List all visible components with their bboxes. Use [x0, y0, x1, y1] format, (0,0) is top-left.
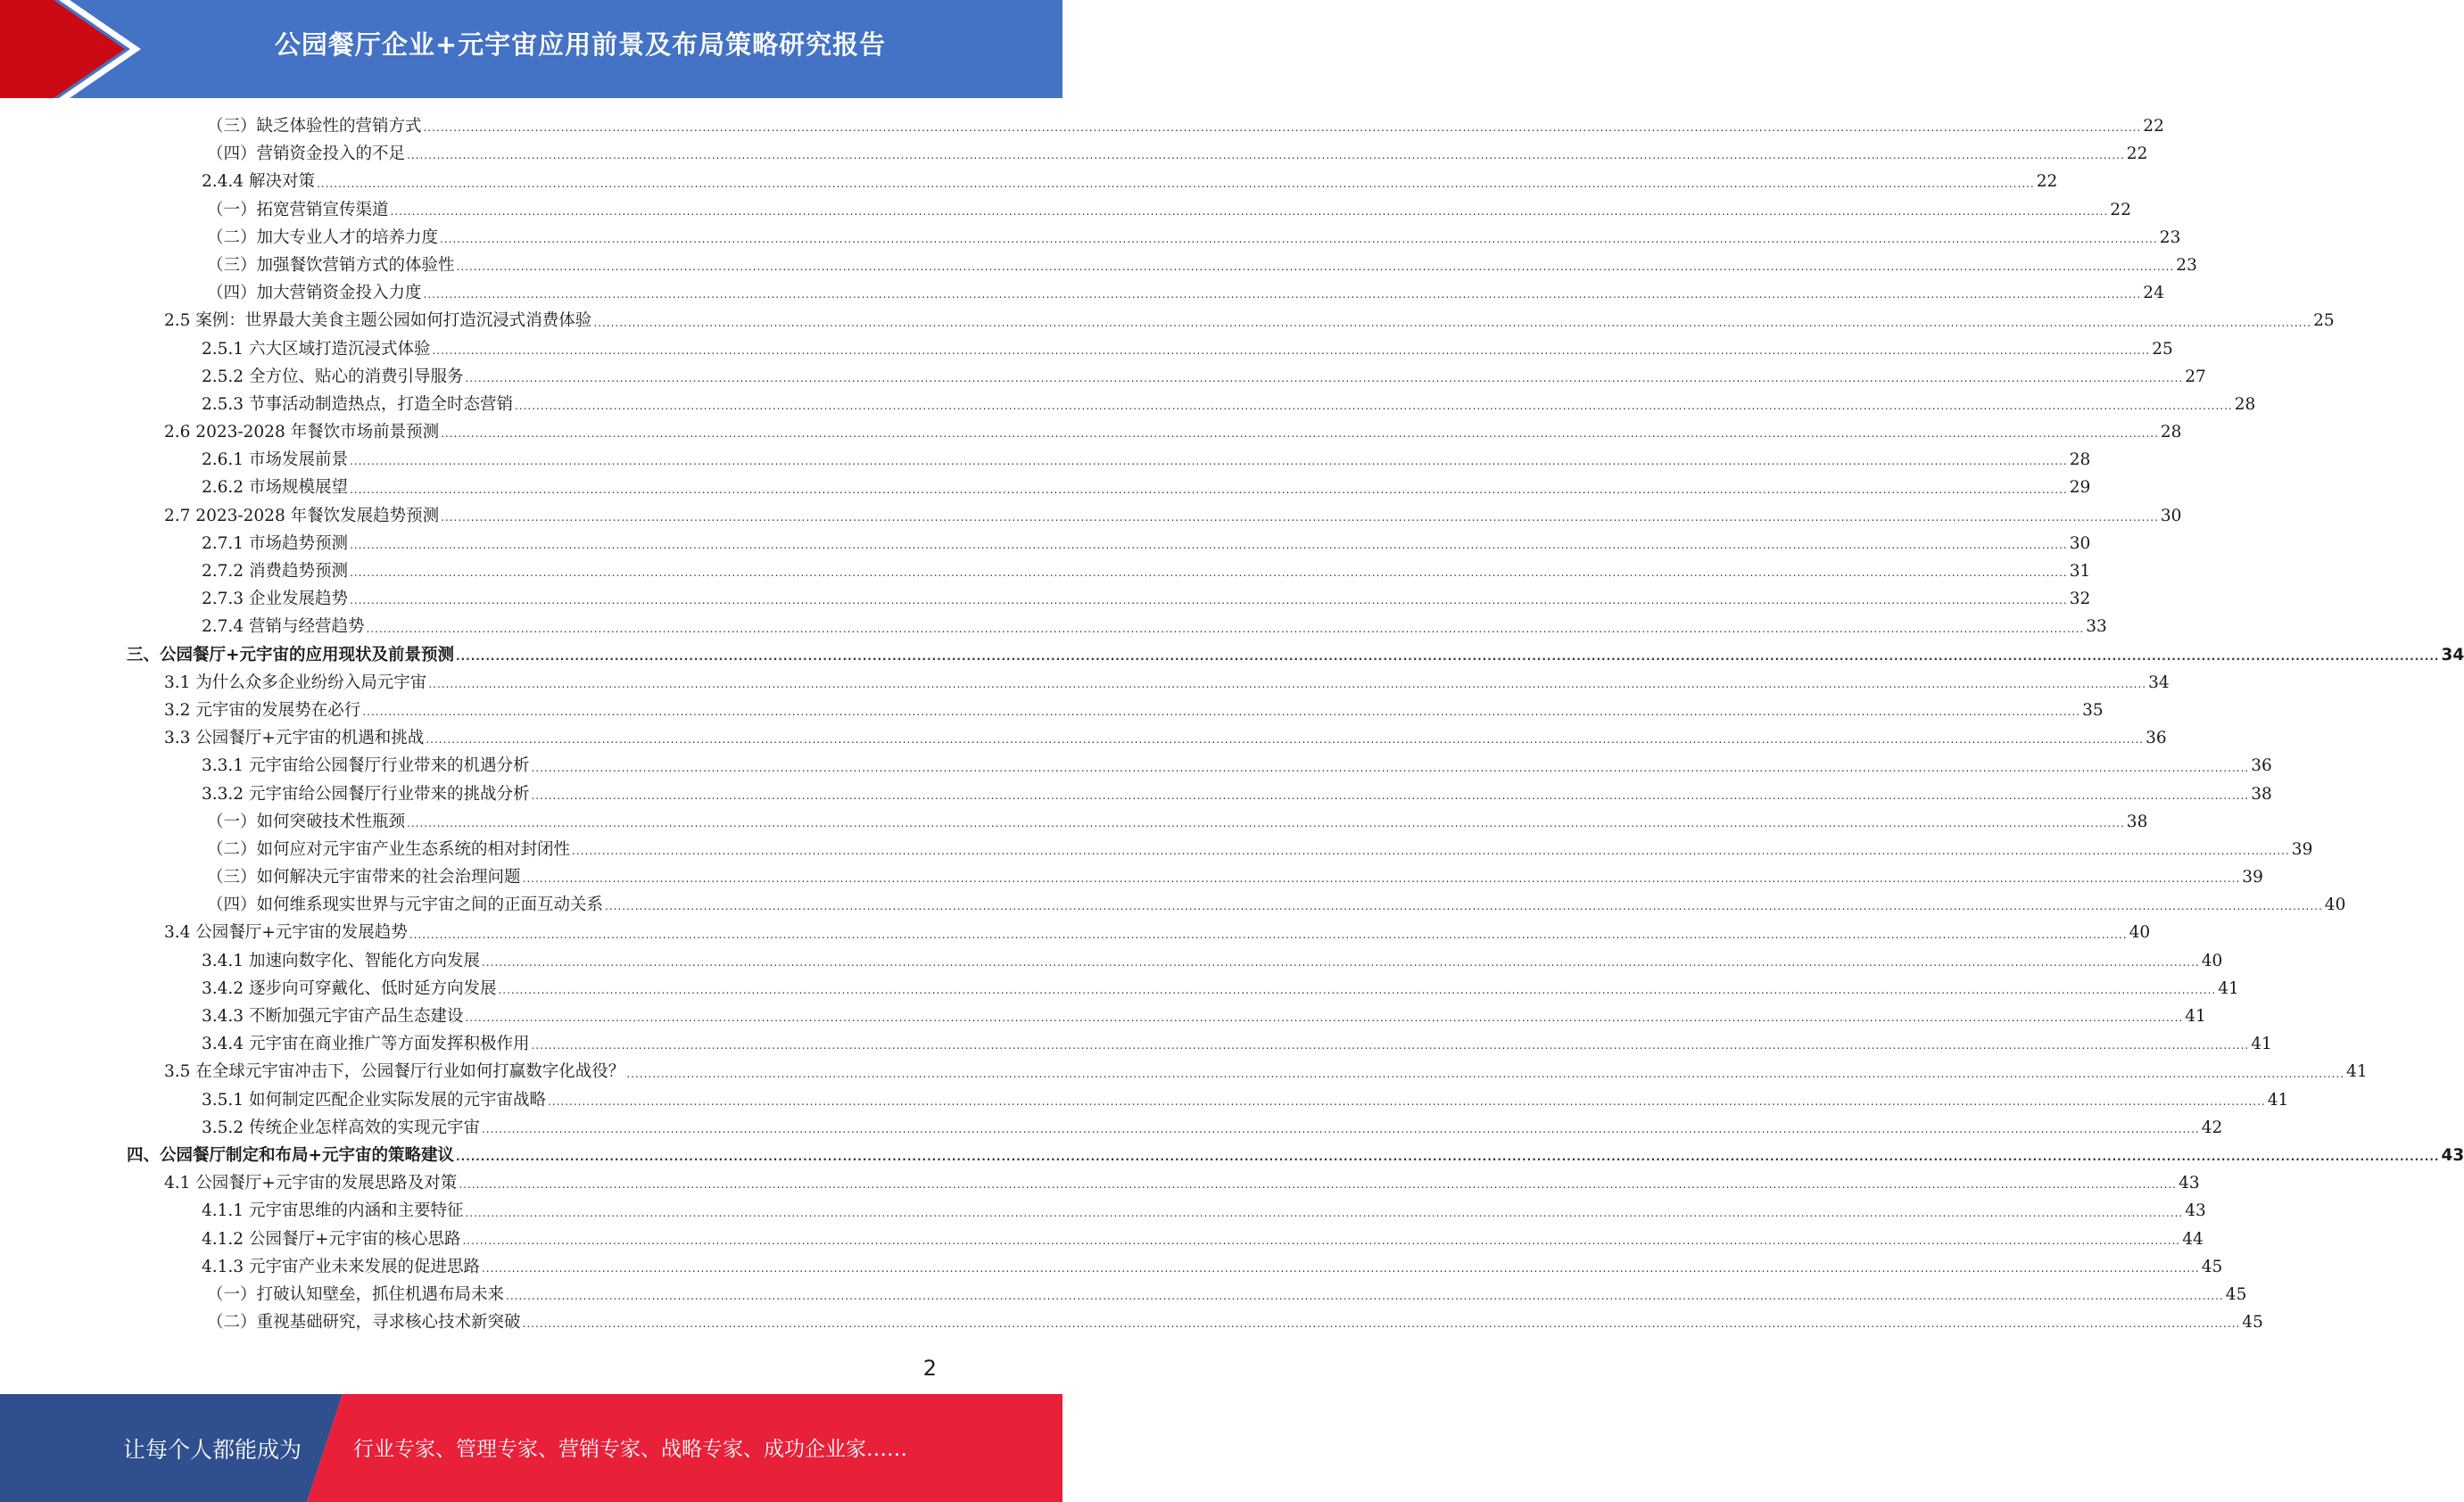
toc-entry-title: 2.5.2 全方位、贴心的消费引导服务 [202, 367, 464, 386]
toc-entry[interactable] [127, 1059, 2368, 1086]
toc-entry-page: 22 [2126, 144, 2148, 164]
toc-entry-page: 40 [2324, 895, 2346, 915]
toc-entry-page: 27 [2185, 367, 2206, 386]
toc-dot-leader: ................................................................................................................................................................................................................................................................................................................................................................................................................ [605, 900, 2323, 913]
toc-entry-title: 4.1.3 元宇宙产业未来发展的促进思路 [202, 1257, 480, 1276]
toc-dot-leader: ................................................................................................................................................................................................................................................................................................................................................................................................................ [409, 928, 2128, 941]
toc-entry-title: （一）拓宽营销宣传渠道 [207, 200, 389, 219]
toc-entry-title: 2.6.2 市场规模展望 [202, 478, 348, 498]
toc-dot-leader: ................................................................................................................................................................................................................................................................................................................................................................................................................ [514, 400, 2233, 413]
toc-dot-leader: ................................................................................................................................................................................................................................................................................................................................................................................................................ [407, 816, 2125, 829]
toc-entry-page: 30 [2069, 533, 2091, 553]
toc-entry[interactable] [127, 1282, 2247, 1309]
toc-entry-title: 三、公园餐厅+元宇宙的应用现状及前景预测 [127, 645, 455, 664]
toc-dot-leader: ................................................................................................................................................................................................................................................................................................................................................................................................................ [531, 761, 2250, 774]
toc-entry-title: 3.5 在全球元宇宙冲击下，公园餐厅行业如何打赢数字化战役？ [164, 1062, 625, 1082]
toc-dot-leader: ................................................................................................................................................................................................................................................................................................................................................................................................................ [440, 232, 2158, 245]
toc-entry[interactable] [127, 252, 2197, 280]
toc-entry-page: 34 [2148, 673, 2170, 692]
toc-entry-title: 2.5.1 六大区域打造沉浸式体验 [202, 339, 431, 359]
toc-dot-leader: ................................................................................................................................................................................................................................................................................................................................................................................................................ [349, 483, 2068, 496]
toc-entry-title: 3.4.2 逐步向可穿戴化、低时延方向发展 [202, 978, 497, 998]
toc-dot-leader: ................................................................................................................................................................................................................................................................................................................................................................................................................ [423, 121, 2142, 135]
toc-dot-leader: ................................................................................................................................................................................................................................................................................................................................................................................................................ [465, 1206, 2184, 1219]
toc-entry-page: 25 [2152, 339, 2173, 359]
toc-entry-page: 42 [2201, 1118, 2223, 1137]
toc-entry[interactable] [127, 1198, 2206, 1226]
toc-entry[interactable] [127, 113, 2164, 141]
toc-entry-page: 41 [2185, 1007, 2206, 1026]
toc-entry-page: 40 [2201, 951, 2223, 970]
toc-entry-title: （三）缺乏体验性的营销方式 [207, 117, 422, 136]
toc-entry-title: 3.4.1 加速向数字化、智能化方向发展 [202, 951, 480, 970]
toc-entry-title: （一）如何突破技术性瓶颈 [207, 812, 406, 831]
toc-entry-title: 3.5.1 如何制定匹配企业实际发展的元宇宙战略 [202, 1090, 546, 1110]
page-header [0, 0, 1062, 98]
toc-dot-leader: ................................................................................................................................................................................................................................................................................................................................................................................................................ [593, 316, 2312, 329]
toc-entry-title: 4.1.1 元宇宙思维的内涵和主要特征 [202, 1201, 464, 1221]
toc-entry-title: 2.4.4 解决对策 [202, 172, 315, 192]
toc-entry-title: 3.3.2 元宇宙给公园餐厅行业带来的挑战分析 [202, 784, 530, 804]
toc-dot-leader: ................................................................................................................................................................................................................................................................................................................................................................................................................ [423, 288, 2142, 301]
toc-entry-page: 39 [2291, 839, 2313, 859]
toc-entry-title: 4.1.2 公园餐厅+元宇宙的核心思路 [202, 1229, 461, 1249]
toc-dot-leader: ................................................................................................................................................................................................................................................................................................................................................................................................................ [349, 594, 2068, 607]
toc-entry-page: 43 [2185, 1201, 2206, 1221]
toc-dot-leader: ................................................................................................................................................................................................................................................................................................................................................................................................................ [481, 955, 2200, 969]
toc-entry[interactable] [127, 1087, 2289, 1115]
toc-dot-leader: ................................................................................................................................................................................................................................................................................................................................................................................................................ [522, 872, 2241, 886]
toc-entry-title: 2.5 案例：世界最大美食主题公园如何打造沉浸式消费体验 [164, 311, 592, 331]
toc-entry-page: 41 [2346, 1062, 2368, 1082]
toc-entry-page: 28 [2069, 450, 2091, 470]
toc-entry-page: 41 [2251, 1035, 2272, 1054]
toc-entry-page: 39 [2242, 868, 2263, 887]
toc-entry[interactable] [127, 781, 2272, 809]
toc-entry-title: 2.7.2 消费趋势预测 [202, 562, 348, 581]
toc-entry-title: 4.1 公园餐厅+元宇宙的发展思路及对策 [164, 1174, 458, 1193]
toc-entry-title: 2.6.1 市场发展前景 [202, 450, 348, 470]
footer-roles: 行业专家、管理专家、营销专家、战略专家、成功企业家…… [353, 1438, 907, 1461]
toc-dot-leader: ................................................................................................................................................................................................................................................................................................................................................................................................................ [626, 1067, 2345, 1080]
toc-entry[interactable] [127, 948, 2223, 976]
toc-dot-leader: ................................................................................................................................................................................................................................................................................................................................................................................................................ [456, 260, 2175, 274]
toc-entry-title: 2.7 2023-2028 年餐饮发展趋势预测 [164, 506, 440, 525]
toc-dot-leader: ................................................................................................................................................................................................................................................................................................................................................................................................................ [531, 788, 2250, 802]
toc-entry-page: 22 [2036, 172, 2058, 192]
toc-dot-leader: ................................................................................................................................................................................................................................................................................................................................................................................................................ [522, 1317, 2241, 1331]
toc-entry-title: （二）如何应对元宇宙产业生态系统的相对封闭性 [207, 839, 571, 859]
toc-entry-page: 36 [2251, 756, 2272, 776]
toc-entry[interactable] [127, 1143, 2464, 1170]
toc-entry-title: 3.4.3 不断加强元宇宙产品生态建设 [202, 1007, 464, 1026]
toc-entry[interactable] [127, 586, 2091, 614]
toc-dot-leader: ................................................................................................................................................................................................................................................................................................................................................................................................................ [506, 1290, 2224, 1303]
toc-entry-page: 45 [2201, 1257, 2223, 1276]
toc-entry-title: 3.1 为什么众多企业纷纷入局元宇宙 [164, 673, 427, 692]
toc-entry-page: 44 [2182, 1229, 2204, 1249]
toc-dot-leader: ................................................................................................................................................................................................................................................................................................................................................................................................................ [316, 177, 2035, 190]
toc-entry[interactable] [127, 392, 2256, 419]
toc-entry-page: 29 [2069, 478, 2091, 498]
toc-entry-page: 28 [2234, 394, 2256, 414]
toc-entry-title: 3.5.2 传统企业怎样高效的实现元宇宙 [202, 1118, 480, 1137]
toc-entry[interactable] [127, 725, 2167, 753]
toc-entry[interactable] [127, 809, 2148, 837]
toc-entry-title: 2.5.3 节事活动制造热点，打造全时态营销 [202, 394, 513, 414]
toc-entry[interactable] [127, 753, 2272, 780]
toc-entry-page: 31 [2069, 562, 2091, 581]
toc-entry[interactable] [127, 531, 2091, 558]
toc-dot-leader: ................................................................................................................................................................................................................................................................................................................................................................................................................ [428, 677, 2147, 690]
toc-entry-page: 45 [2242, 1313, 2263, 1333]
toc-entry-title: （二）加大专业人才的培养力度 [207, 227, 439, 247]
toc-entry-page: 23 [2159, 227, 2181, 247]
toc-entry[interactable] [127, 1003, 2206, 1031]
toc-dot-leader: ................................................................................................................................................................................................................................................................................................................................................................................................................ [456, 649, 2440, 663]
toc-dot-leader: ................................................................................................................................................................................................................................................................................................................................................................................................................ [441, 510, 2159, 524]
table-of-contents [127, 113, 2464, 1337]
footer-slogan: 让每个人都能成为 [123, 1437, 302, 1463]
toc-entry[interactable] [127, 503, 2182, 531]
toc-entry-page: 38 [2126, 812, 2148, 831]
toc-entry-title: 2.6 2023-2028 年餐饮市场前景预测 [164, 423, 440, 442]
toc-entry-page: 40 [2129, 923, 2151, 943]
toc-entry-title: 3.3 公园餐厅+元宇宙的机遇和挑战 [164, 729, 425, 748]
toc-entry[interactable] [127, 920, 2151, 947]
toc-entry-title: 四、公园餐厅制定和布局+元宇宙的策略建议 [127, 1145, 455, 1165]
toc-dot-leader: ................................................................................................................................................................................................................................................................................................................................................................................................................ [547, 1094, 2266, 1108]
toc-entry[interactable] [127, 280, 2164, 308]
toc-entry-title: 3.4 公园餐厅+元宇宙的发展趋势 [164, 923, 408, 943]
toc-entry[interactable] [127, 447, 2091, 475]
toc-entry[interactable] [127, 336, 2173, 364]
toc-entry-page: 41 [2218, 978, 2239, 998]
toc-dot-leader: ................................................................................................................................................................................................................................................................................................................................................................................................................ [390, 204, 2109, 218]
toc-entry-page: 41 [2267, 1090, 2289, 1110]
toc-entry-page: 30 [2160, 506, 2182, 525]
toc-entry-title: 3.2 元宇宙的发展势在必行 [164, 700, 361, 720]
toc-entry-page: 34 [2441, 645, 2464, 664]
toc-entry-page: 24 [2143, 284, 2164, 303]
toc-entry-title: 2.7.3 企业发展趋势 [202, 590, 348, 609]
toc-dot-leader: ................................................................................................................................................................................................................................................................................................................................................................................................................ [459, 1178, 2178, 1192]
toc-entry[interactable] [127, 1170, 2200, 1198]
toc-entry[interactable] [127, 1226, 2204, 1254]
toc-entry[interactable] [127, 837, 2313, 864]
toc-dot-leader: ................................................................................................................................................................................................................................................................................................................................................................................................................ [349, 566, 2068, 580]
toc-entry-title: 2.7.1 市场趋势预测 [202, 533, 348, 553]
report-title: 公园餐厅企业+元宇宙应用前景及布局策略研究报告 [274, 29, 887, 60]
toc-entry-page: 22 [2110, 200, 2131, 219]
toc-entry[interactable] [127, 225, 2181, 252]
toc-dot-leader: ................................................................................................................................................................................................................................................................................................................................................................................................................ [498, 984, 2217, 996]
toc-entry-page: 43 [2441, 1145, 2464, 1165]
toc-dot-leader: ................................................................................................................................................................................................................................................................................................................................................................................................................ [349, 455, 2068, 468]
page-number: 2 [922, 1356, 937, 1381]
toc-entry-title: （二）重视基础研究，寻求核心技术新突破 [207, 1313, 521, 1333]
toc-entry-title: （四）营销资金投入的不足 [207, 144, 406, 164]
toc-entry-page: 25 [2313, 311, 2335, 331]
toc-entry-page: 43 [2179, 1174, 2200, 1193]
toc-entry-page: 36 [2146, 729, 2167, 748]
toc-dot-leader: ................................................................................................................................................................................................................................................................................................................................................................................................................ [362, 706, 2081, 719]
toc-entry-page: 45 [2225, 1284, 2247, 1304]
toc-entry-title: 3.4.4 元宇宙在商业推广等方面发挥积极作用 [202, 1035, 530, 1054]
toc-entry[interactable] [127, 670, 2170, 697]
toc-entry-title: （一）打破认知壁垒，抓住机遇布局未来 [207, 1284, 505, 1304]
toc-entry[interactable] [127, 558, 2091, 586]
toc-dot-leader: ................................................................................................................................................................................................................................................................................................................................................................................................................ [462, 1234, 2181, 1247]
toc-entry[interactable] [127, 419, 2182, 447]
toc-entry[interactable] [127, 614, 2107, 641]
toc-entry[interactable] [127, 1254, 2223, 1282]
toc-entry[interactable] [127, 364, 2206, 392]
toc-entry[interactable] [127, 1309, 2263, 1337]
toc-entry[interactable] [127, 1115, 2223, 1143]
toc-entry-page: 22 [2143, 117, 2164, 136]
toc-entry[interactable] [127, 864, 2263, 892]
toc-dot-leader: ................................................................................................................................................................................................................................................................................................................................................................................................................ [349, 539, 2068, 551]
toc-entry[interactable] [127, 1031, 2272, 1059]
toc-entry[interactable] [127, 697, 2104, 725]
toc-entry[interactable] [127, 642, 2464, 670]
toc-entry[interactable] [127, 169, 2058, 196]
toc-entry-page: 33 [2086, 617, 2107, 637]
toc-dot-leader: ................................................................................................................................................................................................................................................................................................................................................................................................................ [407, 149, 2125, 162]
toc-dot-leader: ................................................................................................................................................................................................................................................................................................................................................................................................................ [432, 343, 2151, 357]
toc-dot-leader: ................................................................................................................................................................................................................................................................................................................................................................................................................ [531, 1039, 2250, 1052]
toc-entry[interactable] [127, 892, 2346, 920]
toc-dot-leader: ................................................................................................................................................................................................................................................................................................................................................................................................................ [572, 845, 2290, 858]
toc-entry-page: 28 [2160, 423, 2182, 442]
toc-entry-page: 35 [2082, 700, 2104, 720]
toc-entry-title: （三）加强餐饮营销方式的体验性 [207, 255, 455, 275]
toc-entry[interactable] [127, 197, 2131, 225]
toc-entry[interactable] [127, 141, 2148, 169]
toc-entry[interactable] [127, 475, 2091, 502]
toc-dot-leader: ................................................................................................................................................................................................................................................................................................................................................................................................................ [441, 427, 2159, 441]
toc-dot-leader: ................................................................................................................................................................................................................................................................................................................................................................................................................ [481, 1122, 2200, 1135]
toc-dot-leader: ................................................................................................................................................................................................................................................................................................................................................................................................................ [456, 1151, 2440, 1164]
toc-entry-title: 2.7.4 营销与经营趋势 [202, 617, 365, 637]
toc-dot-leader: ................................................................................................................................................................................................................................................................................................................................................................................................................ [366, 622, 2085, 635]
page-footer [0, 1394, 1062, 1502]
toc-dot-leader: ................................................................................................................................................................................................................................................................................................................................................................................................................ [465, 371, 2184, 384]
toc-dot-leader: ................................................................................................................................................................................................................................................................................................................................................................................................................ [465, 1011, 2184, 1025]
toc-entry[interactable] [127, 308, 2335, 335]
toc-dot-leader: ................................................................................................................................................................................................................................................................................................................................................................................................................ [481, 1261, 2200, 1275]
toc-entry-page: 38 [2251, 784, 2272, 804]
toc-dot-leader: ................................................................................................................................................................................................................................................................................................................................................................................................................ [426, 733, 2145, 747]
toc-entry-title: （四）如何维系现实世界与元宇宙之间的正面互动关系 [207, 895, 604, 915]
toc-entry-title: 3.3.1 元宇宙给公园餐厅行业带来的机遇分析 [202, 756, 530, 776]
toc-entry-title: （四）加大营销资金投入力度 [207, 284, 422, 303]
toc-entry-page: 23 [2176, 255, 2197, 275]
toc-entry-title: （三）如何解决元宇宙带来的社会治理问题 [207, 868, 521, 887]
toc-entry[interactable] [127, 976, 2239, 1003]
toc-entry-page: 32 [2069, 590, 2091, 609]
